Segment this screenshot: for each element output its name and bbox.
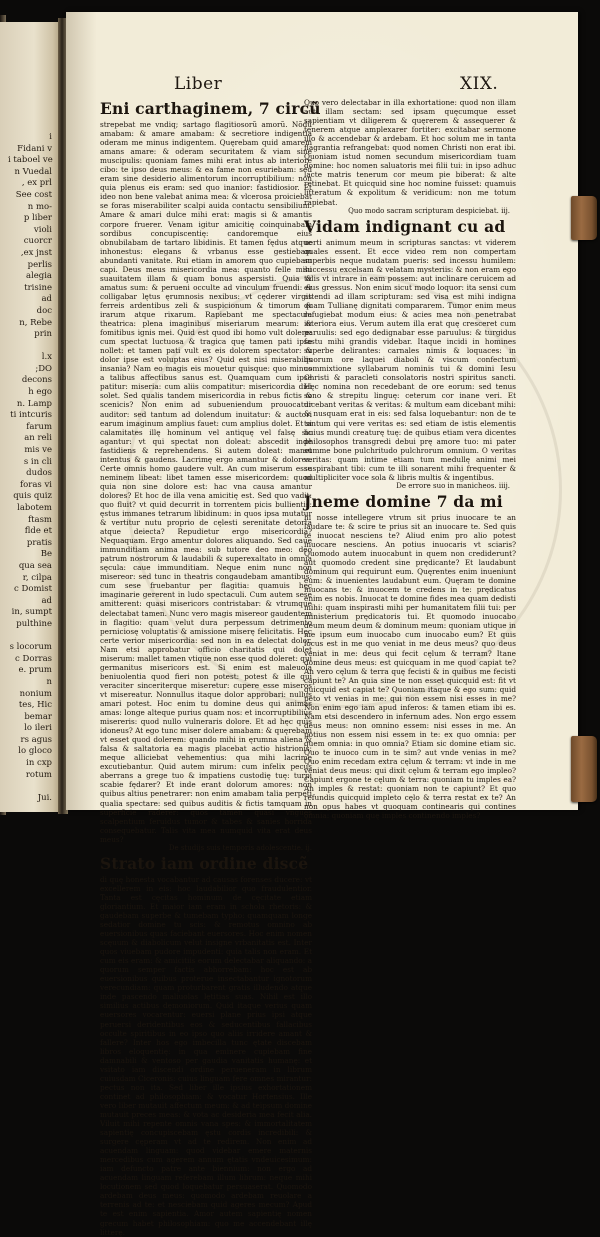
recto-page: [66, 12, 578, 1237]
rubric-left-1: De studijs suis temporis adolescentie. ij.: [168, 843, 312, 852]
text-column-right: [304, 98, 516, 821]
running-head-liber: Liber: [174, 74, 223, 94]
paragraph-right-2: uerti animum meum in scripturas sanctas: vt viderem quales essent. Et ecce video rem non compertam superbis neque nudatam pueris: sed incessu humilem: successu excelsam & velatam mysteriis: & non eram ego talis vt intrare in eam possem: aut inclinare ceruicem ad eius gressus. Non enim sicut modo loquor: ita sensi cum attendi ad illam scripturam: sed visa est mihi indigna quam Tullianę dignitati compararem. Tumor enim meus refugiebat modum eius: & acies mea non penetrabat interiora eius. Verum autem illa erat quę cresceret cum paruulis: sed ego dedignabar esse paruulus: & turgidus fastu mihi grandis videbar. Itaque incidi in homines superbe delirantes: carnales nimis & loquaces: in quorum ore laquei diaboli & viscum confectum commixtione syllabarum nominis tui & domini Iesu Christi & paracleti consolatoris nostri spiritus sancti. Hęc nomina non recedebant de ore eorum: sed tenus sono & strepitu linguę: ceterum cor inane veri. Et dicebant veritas & veritas: & multum eam dicebant mihi: & nusquam erat in eis: sed falsa loquebantur: non de te tantum qui vere veritas es: sed etiam de istis elementis huius mundi creaturę tuę: de quibus etiam vera dicentes philosophos transgredi debui prę amore tuo: mi pater summe bone pulchritudo pulchrorum omnium. O veritas veritas: quam intime etiam tum medullę animi mei suspirabant tibi: cum te illi sonarent mihi frequenter & multipliciter voce sola & libris multis & ingentibus.: [304, 237, 516, 482]
rubric-right-2: De errore suo in manicheos. iiij.: [396, 481, 510, 490]
leather-tab-lower: [571, 736, 597, 802]
paragraph-left-1: strepebat me vndiq; sartago flagitiosorũ amorũ. Nõdũ amabam: & amare amabam: & secretiore indigentia oderam me minus indigentem. Quęrebam quid amarem amans amare: & oderam securitatem & viam sine muscipulis: quoniam fames mihi erat intus ab interiore cibo: te ipso deus meus: & ea fame non esuriebam: sed eram sine desiderio alimentorum incorruptibilium: non quia plenus eis eram: sed quo inanior: fastidiosior. Et ideo non bene valebat anima mea: & vlcerosa proiciebat se foras miserabiliter scalpi auida contactu sensibilium. Amare & amari dulce mihi erat: magis si & amantis corpore fruerer. Venam igitur amicitię coinquinabam sordibus concupiscentię: candoremque eius obnubilabam de tartaro libidinis. Et tamen fędus atque inhonestus: elegans & vrbanus esse gestiebam abundanti vanitate. Rui etiam in amorem quo cupiebam capi. Deus meus misericordia mea: quanto felle mihi suauitatem illam & quam bonus aspersisti. Quia & amatus sum: & perueni occulte ad vinculum fruendi: & colligabar lętus ęrumnosis nexibus: vt cęderer virgis ferreis ardentibus zeli & suspicionum & timorum & irarum atque rixarum. Rapiebant me spectacula theatrica: plena imaginibus miseriarum mearum: & fomitibus ignis mei. Quid est quod ibi homo vult dolere: cum spectat luctuosa & tragica quę tamen pati ipse nollet: et tamen pati vult ex eis dolorem spectator: & dolor ipse est voluptas eius? Quid est nisi miserabilis insania? Nam eo magis eis mouetur quisque: quo minus a talibus affectibus sanus est. Quamquam cum ipse patitur: miseria: cum aliis compatitur: misericordia dici solet. Sed qualis tandem misericordia in rebus fictis & scenicis? Non enim ad subueniendum prouocatur auditor: sed tantum ad dolendum inuitatur: & auctori earum imaginum amplius fauet: cum amplius dolet. Et si calamitates illę hominum vel antiquę vel falsę sic agantur: vt qui spectat non doleat: abscedit inde fastidiens & reprehendens. Si autem doleat: manet intentus & gaudens. Lacrimę ergo amantur & dolores. Certe omnis homo gaudere vult. An cum miserum esse neminem libeat: libet tamen esse misericordem: quod quia non sine dolore est: hac vna causa amantur dolores? Et hoc de illa vena amicitię est. Sed quo vadit: quo fluit? vt quid decurrit in torrentem picis bullientis: ęstus immanes tetrarum libidinum: in quos ipsa mutatur & vertitur nutu proprio de cęlesti serenitate detorta atque deiecta? Repudietur ergo misericordia? Nequaquam. Ergo amentur dolores aliquando. Sed caue immunditiam anima mea: sub tutore deo meo: deo patrum nostrorum & laudabili & superexaltato in omnia sęcula: caue immunditiam. Neque enim nunc non misereor: sed tunc in theatris congaudebam amantibus: cum sese fruebantur per flagitia: quamuis hęc imaginarie gererent in ludo spectaculi. Cum autem sese amitterent: quasi misericors contristabar: & vtrumque delectabat tamen. Nunc vero magis misereor gaudentem in flagitio: quam velut dura perpessum detrimento perniciosę voluptatis & amissione miserę felicitatis. Hęc certe verior misericordia: sed non in ea delectat dolor. Nam etsi approbatur officio charitatis qui dolet miserum: mallet tamen vtique non esse quod doleret: qui germanitus misericors est. Si enim est maleuola beniuolentia quod fieri non potest: potest & ille qui veraciter sinceriterque miseretur: cupere esse miseros vt misereatur. Nonnullus itaque dolor approbari: nullus amari potest. Hoc enim tu domine deus qui animas amas: longe alteque purius quam nos: et incorruptibilius misereris: quod nullo vulneraris dolore. Et ad hęc quis idoneus? At ego tunc miser dolere amabam: & quęrebam vt esset quod dolerem: quando mihi in ęrumna aliena & falsa & saltatoria ea magis placebat actio histrionis: meque alliciebat vehementius: qua mihi lacrimę excutiebantur. Quid autem mirum: cum infelix pecus aberrans a grege tuo & impatiens custodię tuę: turpi scabie fędarer? Et inde erant dolorum amores: non quibus altius penetrarer: non enim amabam talia perpeti qualia spectare: sed quibus auditis & fictis tamquam in superficie raderer: quos tamen quasi vngues scalpentium feruidus tumor & tabes & sanies horrida consequebatur. Talis vita mea numquid vita erat deus meus?: [100, 120, 312, 844]
facing-page-text-fragments: i Fidani v i taboel ve n Vuedal , ex prl See cost n mo- p liber violi cuorcr ,ex jnst perlis alegia trisine ad doc n, Rebe prin l.x ;DO decons h ego n. Lamp ti intcuris farum an reli mis ve s in cli dudos foras vi quis quiz labotem ftasm flde et pratis Be qua sea r, cilpa c Domist ad in, sumpt pulthine s locorum c Dorras e. prum n nonium tes, Hic bemar lo ileri rs agus lo gloco in cxp rotum Jui.: [8, 132, 53, 803]
leather-tab-upper: [571, 196, 597, 240]
chapter-heading-carthaginem: Eni carthaginem, 7 circũ: [100, 99, 321, 118]
facing-page-edge: [0, 22, 62, 812]
rubric-right-1: Quo modo sacram scripturam despiciebat. iij.: [348, 206, 510, 215]
paragraph-left-2: di quę honesta vocabantur ad causas forenses ducere: vt excellerem in eis: hoc laudabilior quo fraudulentior. Tanta est cęcitas hominum de cęcitate etiam gloriantium. Et maior iam eram in schola rhetoris: & gaudebam superbe & tumebam typho: quamquam longe sedatior domine tu scis: & remotus omnino ab euersionibus quas faciebant euersores. Hoc enim nomen scęuum & diabolicum velut insigne vrbanitatis est. Inter quos viuebam pudore impudenti: quia talis non eram. Et cum eis eram: & amicitiis eorum delectabar aliquando: a quorum semper factis abhorrebam: hoc est ab euersionibus quibus proterue insectabantur ignotorum verecundiam: quam proturbarent gratis illudendo atque inde pascendo maliuolas lętitias suas. Nihil est illo similius actibus dęmoniorum. Quid itaque verius quam euersores vocarentur: euersi plane prius ipsi atque peruersi deridentibus eos & seducentibus fallacibus occulte spiritibus in eo ipso quo aliis irridere amant & fallere? Inter hos ego imbecilla tunc ętate discebam libros eloquentię: in qua eminere cupiebam fine damnabili & ventoso per gaudia vanitatis humanę: et vsitato iam discendi ordine perueneram in librum cuiusdam Ciceronis: cuius linguam fere omnes mirantur: pectus non ita. Sed liber ille ipsius exhortationem continet ad philosophiam: & vocatur Hortensius. Ille vero liber mutauit affectum meum: & ad teipsum domine mutauit preces meas: & vota ac desideria mea fecit alia. Viluit mihi repente omnis vana spes: & immortalitatem sapientię concupiscebam ęstu cordis incredibili: & surgere cęperam vt ad te redirem. Non enim ad acuendam linguam: quod videbar emere maternis mercedibus cum agerem annum ętatis vndeuicesimum: iam defuncto patre ante biennium: non ergo ad acuendam linguam referebam illum librum: neque mihi locutionem sed quod loquebatur persuaserat. Quomodo ardebam deus meus: quomodo ardebam reuolare a terrenis ad te: et nesciebam quid ageres mecum? Apud te est enim sapientia. Amor autem sapientię nomen grecum habet philosophiam: quo me accendebant illę litterę.: [100, 874, 312, 1237]
paragraph-right-1: Quo vero delectabar in illa exhortatione: quod non illam aut illam sectam: sed ipsam quęcumque esset sapientiam vt diligerem & quęrerem & assequerer & tenerem atque amplexarer fortiter: excitabar sermone illo & accendebar & ardebam. Et hoc solum me in tanta flagrantia refrangebat: quod nomen Christi non erat ibi. Quoniam istud nomen secundum misericordiam tuam domine: hoc nomen saluatoris mei filii tui: in ipso adhuc lacte matris tenerum cor meum pie biberat: & alte retinebat. Et quicquid sine hoc nomine fuisset: quamuis litteratum & expolitum & veridicum: non me totum rapiebat.: [304, 98, 516, 207]
chapter-heading-jneme: Jneme domine 7 da mi: [304, 491, 503, 511]
chapter-heading-vidam: Vidam indignant cu ad: [304, 216, 506, 236]
running-head-folio: XIX.: [460, 74, 499, 94]
paragraph-right-3: hi nosse intellegere vtrum sit prius inuocare te an laudare te: & scire te prius sit an inuocare te. Sed quis te inuocat nesciens te? Aliud enim pro alio potest inuocare nesciens. An potius inuocaris vt sciaris? Quomodo autem inuocabunt in quem non crediderunt? aut quomodo credent sine prędicante? Et laudabunt dominum qui requirunt eum. Quęrentes enim inueniunt eum: & inuenientes laudabunt eum. Quęram te domine inuocans te: & inuocem te credens in te: prędicatus enim es nobis. Inuocat te domine fides mea quam dedisti mihi: quam inspirasti mihi per humanitatem filii tui: per ministerium prędicatoris tui. Et quomodo inuocabo deum meum deum & dominum meum: quoniam utique in me ipsum eum inuocabo cum inuocabo eum? Et quis locus est in me quo veniat in me deus meus? quo deus veniat in me: deus qui fecit cęlum & terram? Itane domine deus meus: est quicquam in me quod capiat te? An vero cęlum & terra quę fecisti & in quibus me fecisti capiunt te? An quia sine te non esset quicquid est: fit vt quicquid est capiat te? Quoniam itaque & ego sum: quid peto vt venias in me: qui non essem nisi esses in me? Non enim ego iam apud inferos: & tamen etiam ibi es. Nam etsi descendero in infernum ades. Non ergo essem deus meus: non omnino essem: nisi esses in me. An potius non essem nisi essem in te: ex quo omnia: per quem omnia: in quo omnia? Etiam sic domine etiam sic. Quo te inuoco cum in te sim? aut vnde venias in me? Quo enim recedam extra cęlum & terram: vt inde in me veniat deus meus: qui dixit cęlum & terram ego impleo? Capiunt ergone te cęlum & terra: quoniam tu imples ea? An imples & restat: quoniam non te capiunt? Et quo refundis quicquid impleto cęlo & terra restat ex te? An non opus habes vt quoquam continearis qui contines omnia: quoniam quę imples continendo imples?: [304, 512, 516, 821]
chapter-heading-strato: Strato iam ordine discẽ: [100, 853, 309, 873]
text-column-left: [100, 98, 321, 1237]
